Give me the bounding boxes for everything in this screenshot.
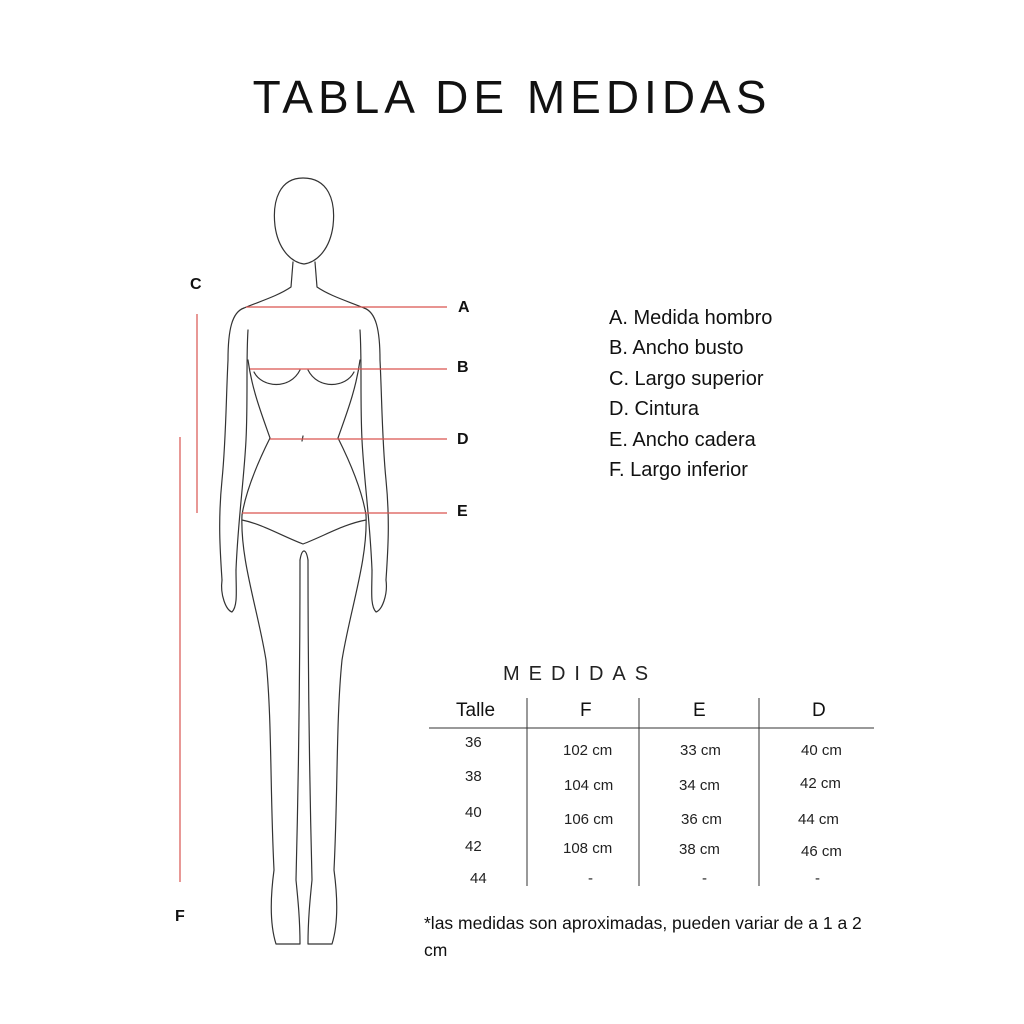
table-cell-e: 33 cm [680,742,721,759]
table-header-e: E [693,700,706,721]
label-d: D [457,431,469,448]
legend-item: A. Medida hombro [609,307,773,329]
table-cell-f: 106 cm [564,811,614,828]
legend-item: D. Cintura [609,398,700,421]
label-a: A [458,299,470,316]
label-c: C [190,276,202,293]
table-cell-d: - [815,870,820,887]
table-cell-d: 42 cm [800,775,841,792]
table-cell-f: 104 cm [564,777,614,794]
table-cell-d: 46 cm [801,843,842,860]
page-title: TABLA DE MEDIDAS [252,71,772,123]
table-cell-d: 40 cm [801,742,842,759]
measurement-legend [609,303,772,485]
table-cell-e: 36 cm [681,811,722,828]
label-e: E [457,503,468,520]
table-cell-e: 34 cm [679,777,720,794]
table-cell-talle: 38 [465,768,482,785]
table-header-d: D [812,700,826,721]
table-header-f: F [580,700,592,721]
table-cell-talle: 36 [465,734,482,751]
disclaimer-note: *las medidas son aproximadas, pueden variar de a 1 a 2 cm [424,913,862,960]
table-heading: MEDIDAS [502,663,658,685]
table-cell-talle: 44 [470,870,487,887]
label-b: B [457,359,469,376]
label-f: F [175,908,185,925]
table-cell-e: - [702,870,707,887]
legend-item: E. Ancho cadera [609,428,756,451]
table-cell-d: 44 cm [798,811,839,828]
table-cell-f: 102 cm [563,742,613,759]
legend-item: F. Largo inferior [609,459,748,482]
table-cell-f: - [588,870,593,887]
legend-item: C. Largo superior [609,367,764,390]
table-cell-f: 108 cm [563,840,613,857]
table-cell-talle: 40 [465,804,482,821]
table-cell-talle: 42 [465,838,482,855]
legend-item: B. Ancho busto [609,337,744,360]
table-cell-e: 38 cm [679,841,720,858]
table-header-talle: Talle [456,700,496,721]
